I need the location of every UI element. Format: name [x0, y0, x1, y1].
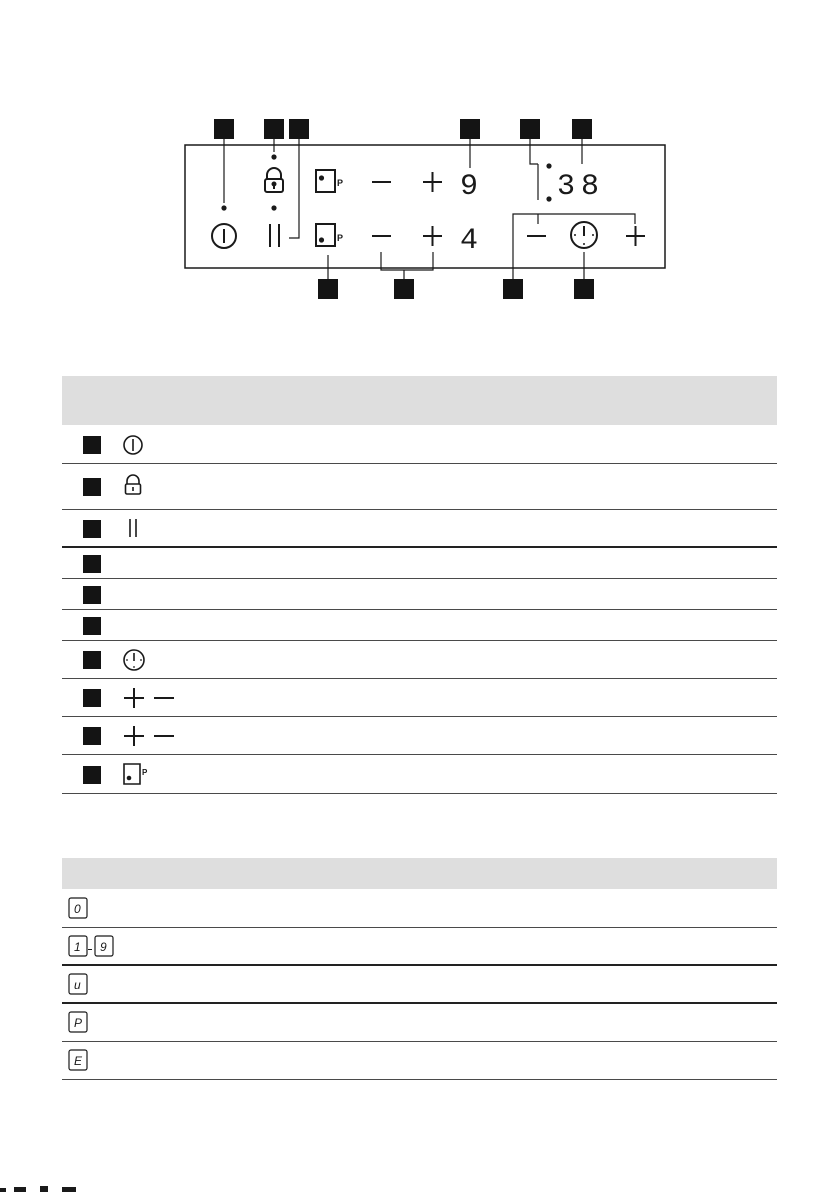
table-row	[62, 1042, 777, 1080]
plus-minus-icon	[122, 725, 178, 747]
control-panel-frame	[185, 145, 665, 268]
table-row	[62, 1004, 777, 1042]
timer-display: 38	[557, 170, 606, 204]
svg-text:P: P	[337, 233, 344, 243]
plus-icon	[423, 226, 442, 246]
table-row	[62, 510, 777, 548]
table-row	[62, 679, 777, 717]
svg-text:P: P	[142, 768, 148, 777]
segment-glyph	[94, 935, 116, 957]
callout-2	[264, 119, 284, 139]
functions-table-header	[62, 376, 777, 425]
callout-square	[83, 555, 101, 573]
table-row	[62, 966, 777, 1004]
svg-text:E: E	[74, 1054, 83, 1068]
callout-square	[83, 478, 101, 496]
segment-glyph	[68, 897, 90, 919]
callout-square	[83, 586, 101, 604]
functions-table	[62, 426, 777, 794]
svg-text:P: P	[337, 178, 344, 188]
callout-8	[503, 279, 523, 299]
power-booster-icon	[122, 762, 152, 786]
callout-10	[318, 279, 338, 299]
power-level-display-zone1: 9	[460, 170, 479, 204]
callout-square	[83, 766, 101, 784]
displays-table	[62, 890, 777, 1080]
callout-4	[460, 119, 480, 139]
table-row	[62, 548, 777, 579]
on-off-icon	[122, 434, 144, 456]
svg-text:u: u	[74, 978, 81, 992]
control-panel-diagram	[0, 0, 840, 310]
svg-text:9: 9	[100, 940, 107, 954]
range-dash	[88, 949, 92, 950]
callout-square	[83, 617, 101, 635]
table-row	[62, 426, 777, 464]
timer-icon	[122, 648, 146, 672]
table-row	[62, 579, 777, 610]
table-row	[62, 610, 777, 641]
indicator-dot	[221, 205, 226, 210]
table-row	[62, 717, 777, 755]
segment-glyph	[68, 1011, 90, 1033]
segment-glyph	[68, 1049, 90, 1071]
power-booster-icon[interactable]	[316, 170, 343, 192]
callout-3	[289, 119, 309, 139]
lock-icon[interactable]	[265, 168, 283, 192]
callout-5	[520, 119, 540, 139]
table-row	[62, 464, 777, 510]
power-booster-icon[interactable]	[316, 224, 343, 246]
callout-6	[572, 119, 592, 139]
callout-1	[214, 119, 234, 139]
callout-square	[83, 520, 101, 538]
callout-markers-bottom	[318, 279, 594, 299]
timer-plus-icon	[626, 226, 645, 246]
pause-icon[interactable]	[270, 224, 279, 247]
callout-square	[83, 436, 101, 454]
pause-icon	[122, 517, 144, 539]
callout-square	[83, 651, 101, 669]
pause-indicator-dot	[271, 205, 276, 210]
svg-text:P: P	[74, 1016, 83, 1030]
plus-minus-icon	[122, 687, 178, 709]
displays-table-header	[62, 858, 777, 889]
timer-zone-dot-upper	[546, 163, 551, 168]
timer-zone-dot-lower	[546, 196, 551, 201]
timer-icon[interactable]	[571, 222, 597, 248]
svg-text:0: 0	[74, 902, 81, 916]
callout-square	[83, 727, 101, 745]
cropped-footer-mark	[0, 1184, 80, 1192]
plus-icon	[423, 172, 442, 192]
table-row	[62, 641, 777, 679]
callout-7	[574, 279, 594, 299]
table-row	[62, 755, 777, 794]
on-off-icon[interactable]	[212, 224, 236, 248]
table-row	[62, 890, 777, 928]
svg-text:1: 1	[74, 940, 81, 954]
callout-markers-top	[214, 119, 592, 139]
power-level-display-zone2: 4	[460, 224, 479, 258]
segment-glyph	[68, 935, 90, 957]
leader-lines	[224, 139, 635, 279]
lock-indicator-dot	[271, 154, 276, 159]
segment-glyph	[68, 973, 90, 995]
table-row	[62, 928, 777, 966]
callout-square	[83, 689, 101, 707]
callout-9	[394, 279, 414, 299]
lock-icon	[122, 474, 144, 496]
